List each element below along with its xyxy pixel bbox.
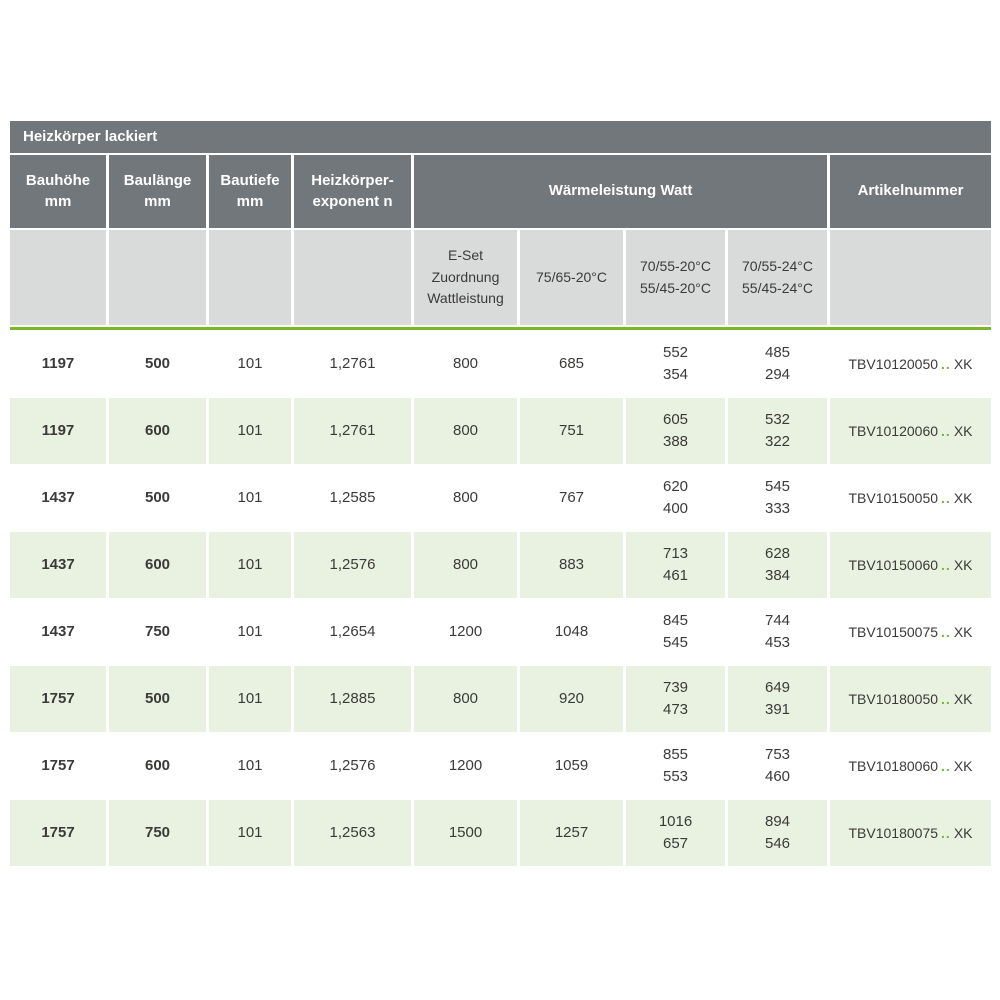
- table-row: [10, 398, 991, 464]
- watt-7055-24-upper: 485: [764, 344, 791, 362]
- cell-eset-wattleistung: 1500: [414, 800, 517, 866]
- cell-exponent: 1,2585: [294, 465, 411, 531]
- cell-watt-7055-24: [728, 733, 827, 799]
- cell-watt-7055-24: [728, 532, 827, 598]
- cell-exponent: 1,2885: [294, 666, 411, 732]
- artikelnummer-dots: ..: [941, 824, 951, 841]
- watt-7055-24-upper: 532: [764, 411, 791, 429]
- watt-7055-20-upper: 739: [662, 679, 689, 697]
- watt-7055-24-lower: 453: [764, 634, 791, 651]
- artikelnummer-prefix: TBV10120060: [848, 422, 939, 439]
- artikelnummer-suffix: XK: [953, 824, 973, 841]
- cell-baulaenge: 600: [109, 532, 206, 598]
- cell-watt-7055-20: [626, 800, 725, 866]
- table-header-row: [10, 155, 991, 228]
- watt-7055-24-upper: 753: [764, 746, 791, 764]
- cell-watt-7055-20: [626, 532, 725, 598]
- artikelnummer-suffix: XK: [953, 690, 973, 707]
- header-artikelnummer: [830, 155, 991, 228]
- cell-watt-7055-20: [626, 465, 725, 531]
- cell-exponent: 1,2576: [294, 733, 411, 799]
- cell-bautiefe: 101: [209, 465, 291, 531]
- cell-exponent: 1,2654: [294, 599, 411, 665]
- cell-eset-wattleistung: 800: [414, 465, 517, 531]
- cell-exponent: 1,2563: [294, 800, 411, 866]
- watt-7055-24-lower: 384: [764, 567, 791, 584]
- cell-exponent: 1,2761: [294, 331, 411, 397]
- artikelnummer-dots: ..: [941, 757, 951, 774]
- cell-baulaenge: 750: [109, 800, 206, 866]
- cell-eset-wattleistung: 800: [414, 398, 517, 464]
- artikelnummer-suffix: XK: [953, 355, 973, 372]
- header-bautiefe-line1: Bautiefe: [220, 172, 280, 190]
- header-bauhoehe-line2: mm: [44, 192, 72, 210]
- cell-artikelnummer: [830, 331, 991, 397]
- artikelnummer-suffix: XK: [953, 757, 973, 774]
- subheader-empty-artikel: [830, 230, 991, 325]
- watt-7055-20-upper: 713: [662, 545, 689, 563]
- table-row: [10, 733, 991, 799]
- watt-7055-24-lower: 460: [764, 768, 791, 785]
- cell-watt-7055-20: [626, 398, 725, 464]
- subheader-7055-20-line1: 70/55-20°C: [640, 257, 711, 274]
- table-row: [10, 465, 991, 531]
- artikelnummer-dots: ..: [941, 623, 951, 640]
- table-row: [10, 331, 991, 397]
- watt-7055-20-upper: 845: [662, 612, 689, 630]
- artikelnummer-prefix: TBV10180075: [848, 824, 939, 841]
- cell-watt-7055-24: [728, 465, 827, 531]
- cell-baulaenge: 500: [109, 666, 206, 732]
- artikelnummer-prefix: TBV10150075: [848, 623, 939, 640]
- subheader-eset: [414, 230, 517, 325]
- subheader-7055-24-line2: 55/45-24°C: [742, 279, 813, 296]
- watt-7055-24-upper: 649: [764, 679, 791, 697]
- cell-artikelnummer: [830, 465, 991, 531]
- watt-7055-20-lower: 473: [662, 701, 689, 718]
- cell-watt-7565: 920: [520, 666, 623, 732]
- watt-7055-20-lower: 553: [662, 768, 689, 785]
- cell-watt-7565: 767: [520, 465, 623, 531]
- header-bautiefe: [209, 155, 291, 228]
- cell-exponent: 1,2576: [294, 532, 411, 598]
- header-baulaenge: [109, 155, 206, 228]
- cell-artikelnummer: [830, 666, 991, 732]
- cell-bautiefe: 101: [209, 398, 291, 464]
- watt-7055-24-lower: 322: [764, 433, 791, 450]
- cell-watt-7565: 685: [520, 331, 623, 397]
- watt-7055-20-upper: 552: [662, 344, 689, 362]
- subheader-empty-1: [10, 230, 106, 325]
- cell-watt-7055-24: [728, 398, 827, 464]
- watt-7055-24-lower: 333: [764, 500, 791, 517]
- cell-exponent: 1,2761: [294, 398, 411, 464]
- artikelnummer-dots: ..: [941, 422, 951, 439]
- cell-bauhoehe: 1757: [10, 800, 106, 866]
- green-divider-line: [10, 327, 991, 330]
- cell-watt-7055-24: [728, 331, 827, 397]
- table-row: [10, 666, 991, 732]
- table-title: Heizkörper lackiert: [10, 121, 991, 153]
- table-row: [10, 800, 991, 866]
- cell-baulaenge: 750: [109, 599, 206, 665]
- header-exponent: [294, 155, 411, 228]
- cell-eset-wattleistung: 800: [414, 532, 517, 598]
- watt-7055-20-lower: 461: [662, 567, 689, 584]
- watt-7055-20-lower: 545: [662, 634, 689, 651]
- cell-watt-7055-24: [728, 666, 827, 732]
- artikelnummer-prefix: TBV10180060: [848, 757, 939, 774]
- artikelnummer-suffix: XK: [953, 489, 973, 506]
- subheader-eset-line1: E-Set: [447, 246, 483, 263]
- watt-7055-24-lower: 391: [764, 701, 791, 718]
- artikelnummer-suffix: XK: [953, 422, 973, 439]
- watt-7055-20-upper: 1016: [658, 813, 693, 831]
- cell-watt-7055-24: [728, 800, 827, 866]
- artikelnummer-dots: ..: [941, 489, 951, 506]
- cell-baulaenge: 500: [109, 465, 206, 531]
- header-waermeleistung: [414, 155, 827, 228]
- header-waermeleistung-label: Wärmeleistung Watt: [548, 182, 693, 200]
- cell-baulaenge: 600: [109, 398, 206, 464]
- header-baulaenge-line1: Baulänge: [123, 172, 192, 190]
- watt-7055-24-lower: 294: [764, 366, 791, 383]
- cell-bauhoehe: 1437: [10, 599, 106, 665]
- cell-artikelnummer: [830, 532, 991, 598]
- artikelnummer-dots: ..: [941, 556, 951, 573]
- cell-bautiefe: 101: [209, 532, 291, 598]
- cell-bauhoehe: 1437: [10, 465, 106, 531]
- header-baulaenge-line2: mm: [144, 192, 171, 210]
- subheader-7055-24-line1: 70/55-24°C: [742, 257, 813, 274]
- cell-watt-7055-20: [626, 666, 725, 732]
- cell-watt-7055-20: [626, 331, 725, 397]
- header-bauhoehe: [10, 155, 106, 228]
- cell-bauhoehe: 1757: [10, 733, 106, 799]
- watt-7055-20-lower: 657: [662, 835, 689, 852]
- artikelnummer-dots: ..: [941, 355, 951, 372]
- watt-7055-20-upper: 605: [662, 411, 689, 429]
- subheader-7565: [520, 230, 623, 325]
- cell-bautiefe: 101: [209, 599, 291, 665]
- header-exponent-line1: Heizkörper-: [311, 172, 394, 190]
- cell-watt-7565: 1059: [520, 733, 623, 799]
- subheader-eset-line2: Zuordnung: [431, 268, 500, 285]
- subheader-7565-label: 75/65-20°C: [536, 268, 607, 285]
- subheader-7055-20-line2: 55/45-20°C: [640, 279, 711, 296]
- cell-bauhoehe: 1437: [10, 532, 106, 598]
- watt-7055-24-upper: 744: [764, 612, 791, 630]
- table-row: [10, 599, 991, 665]
- watt-7055-24-upper: 628: [764, 545, 791, 563]
- header-exponent-line2: exponent n: [312, 192, 393, 210]
- cell-baulaenge: 600: [109, 733, 206, 799]
- subheader-empty-4: [294, 230, 411, 325]
- table-body: [10, 331, 991, 866]
- cell-artikelnummer: [830, 599, 991, 665]
- cell-eset-wattleistung: 800: [414, 331, 517, 397]
- cell-artikelnummer: [830, 398, 991, 464]
- artikelnummer-suffix: XK: [953, 623, 973, 640]
- cell-watt-7565: 1257: [520, 800, 623, 866]
- watt-7055-24-lower: 546: [764, 835, 791, 852]
- watt-7055-24-upper: 894: [764, 813, 791, 831]
- cell-bautiefe: 101: [209, 733, 291, 799]
- cell-watt-7055-20: [626, 733, 725, 799]
- table-subheader-row: [10, 230, 991, 325]
- artikelnummer-prefix: TBV10180050: [848, 690, 939, 707]
- header-artikelnummer-label: Artikelnummer: [857, 182, 964, 200]
- cell-bautiefe: 101: [209, 331, 291, 397]
- cell-bauhoehe: 1197: [10, 398, 106, 464]
- cell-watt-7565: 883: [520, 532, 623, 598]
- radiator-spec-table: [10, 121, 991, 866]
- artikelnummer-prefix: TBV10150060: [848, 556, 939, 573]
- cell-baulaenge: 500: [109, 331, 206, 397]
- watt-7055-20-lower: 354: [662, 366, 689, 383]
- cell-eset-wattleistung: 1200: [414, 599, 517, 665]
- table-row: [10, 532, 991, 598]
- cell-eset-wattleistung: 1200: [414, 733, 517, 799]
- cell-bauhoehe: 1757: [10, 666, 106, 732]
- cell-bautiefe: 101: [209, 666, 291, 732]
- watt-7055-24-upper: 545: [764, 478, 791, 496]
- cell-bautiefe: 101: [209, 800, 291, 866]
- subheader-7055-24: [728, 230, 827, 325]
- cell-artikelnummer: [830, 800, 991, 866]
- subheader-empty-2: [109, 230, 206, 325]
- artikelnummer-prefix: TBV10150050: [848, 489, 939, 506]
- cell-bauhoehe: 1197: [10, 331, 106, 397]
- artikelnummer-suffix: XK: [953, 556, 973, 573]
- subheader-eset-line3: Wattleistung: [427, 290, 504, 307]
- watt-7055-20-lower: 388: [662, 433, 689, 450]
- subheader-empty-3: [209, 230, 291, 325]
- artikelnummer-prefix: TBV10120050: [848, 355, 939, 372]
- cell-watt-7055-20: [626, 599, 725, 665]
- watt-7055-20-upper: 620: [662, 478, 689, 496]
- watt-7055-20-upper: 855: [662, 746, 689, 764]
- artikelnummer-dots: ..: [941, 690, 951, 707]
- cell-watt-7565: 751: [520, 398, 623, 464]
- header-bauhoehe-line1: Bauhöhe: [25, 172, 91, 190]
- subheader-7055-20: [626, 230, 725, 325]
- watt-7055-20-lower: 400: [662, 500, 689, 517]
- cell-watt-7055-24: [728, 599, 827, 665]
- cell-watt-7565: 1048: [520, 599, 623, 665]
- cell-eset-wattleistung: 800: [414, 666, 517, 732]
- header-bautiefe-line2: mm: [236, 192, 264, 210]
- cell-artikelnummer: [830, 733, 991, 799]
